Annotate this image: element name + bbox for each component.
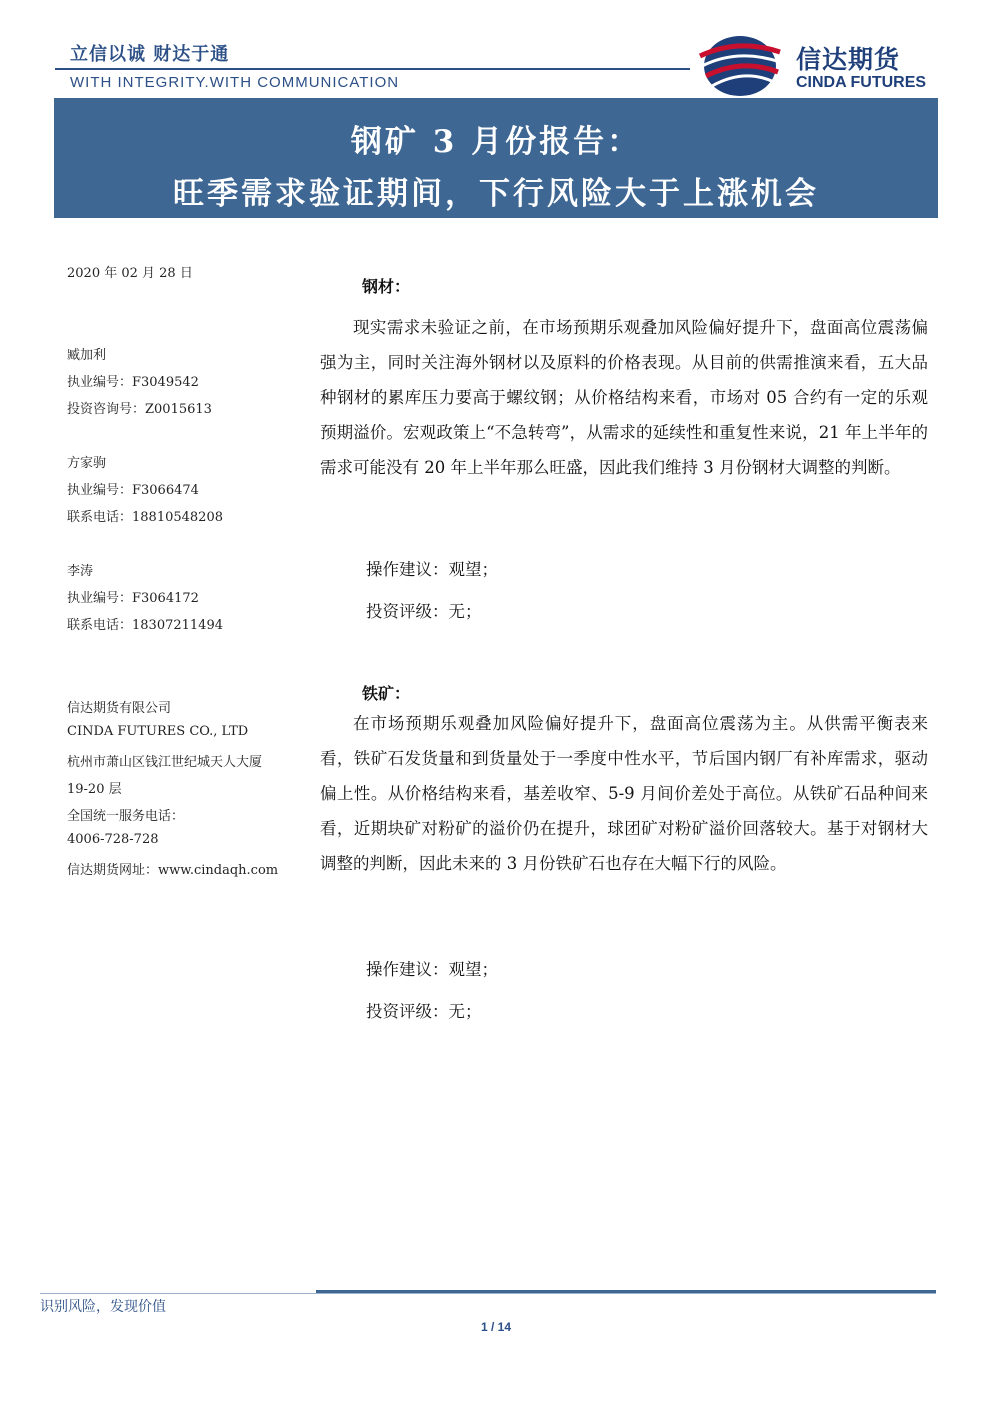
steel-advice: 操作建议：观望； bbox=[366, 560, 498, 579]
company-name-cn: 信达期货有限公司 bbox=[67, 701, 172, 716]
company-address: 杭州市萧山区钱江世纪城天人大厦 bbox=[67, 755, 263, 770]
page-number: 1 / 14 bbox=[480, 1320, 512, 1334]
steel-paragraph: 现实需求未验证之前，在市场预期乐观叠加风险偏好提升下，盘面高位震荡偏强为主，同时关注海外钢材以及原料的价格表现。从目前的供需推演来看，五大品种钢材的累库压力要高于螺纹钢；从价格结构来看，市场对 05 合约有一定的乐观预期溢价。宏观政策上“不急转弯”，从需求的延续性和重复性来说，21 年上半年的需求可能没有 20 年上半年那么旺盛，因此我们维持 3 月份钢材大调整的判断。 bbox=[320, 318, 928, 477]
report-date: 2020 年 02 月 28 日 bbox=[67, 266, 193, 281]
report-title: 钢矿 3 月份报告： bbox=[350, 124, 642, 160]
analyst-name: 臧加利 bbox=[67, 348, 107, 363]
company-name-en: CINDA FUTURES CO., LTD bbox=[67, 724, 249, 739]
footer-motto: 识别风险，发现价值 bbox=[40, 1299, 166, 1315]
analyst-name: 方家驹 bbox=[67, 456, 107, 471]
cinda-logo bbox=[698, 34, 938, 98]
analyst-license: 执业编号：F3049542 bbox=[67, 375, 199, 390]
ore-rating: 投资评级：无； bbox=[366, 1002, 482, 1021]
logo-text-cn: 信达期货 bbox=[796, 45, 901, 74]
steel-heading: 钢材： bbox=[362, 277, 411, 296]
cinda-globe-icon bbox=[698, 34, 782, 98]
hotline-label: 全国统一服务电话： bbox=[67, 809, 185, 824]
analyst-phone: 联系电话：18810548208 bbox=[67, 510, 223, 525]
hotline-number: 4006-728-728 bbox=[67, 832, 159, 847]
analyst-phone: 联系电话：18307211494 bbox=[67, 618, 223, 633]
title-banner bbox=[54, 98, 938, 218]
footer-rule-thin bbox=[40, 1293, 936, 1294]
company-website: 信达期货网址：www.cindaqh.com bbox=[67, 863, 279, 878]
ore-advice: 操作建议：观望； bbox=[366, 960, 498, 979]
header-slogan-cn: 立信以诚 财达于通 bbox=[70, 44, 230, 65]
company-address-floor: 19-20 层 bbox=[67, 782, 122, 797]
header-rule bbox=[55, 68, 690, 70]
analyst-name: 李涛 bbox=[67, 564, 94, 579]
ore-paragraph: 在市场预期乐观叠加风险偏好提升下，盘面高位震荡为主。从供需平衡表来看，铁矿石发货量和到货量处于一季度中性水平，节后国内钢厂有补库需求，驱动偏上性。从价格结构来看，基差收窄、5-9 月间价差处于高位。从铁矿石品种间来看，近期块矿对粉矿的溢价仍在提升，球团矿对粉矿溢价回落较大。基于对钢材大调整的判断，因此未来的 3 月份铁矿石也存在大幅下行的风险。 bbox=[320, 714, 928, 873]
steel-rating: 投资评级：无； bbox=[366, 602, 482, 621]
ore-heading: 铁矿： bbox=[362, 684, 411, 703]
analyst-license: 执业编号：F3064172 bbox=[67, 591, 199, 606]
analyst-consult-no: 投资咨询号：Z0015613 bbox=[67, 402, 212, 417]
header-slogan-en: WITH INTEGRITY.WITH COMMUNICATION bbox=[70, 74, 400, 91]
logo-text-en: CINDA FUTURES bbox=[796, 74, 927, 91]
report-subtitle: 旺季需求验证期间，下行风险大于上涨机会 bbox=[173, 176, 819, 212]
analyst-license: 执业编号：F3066474 bbox=[67, 483, 199, 498]
